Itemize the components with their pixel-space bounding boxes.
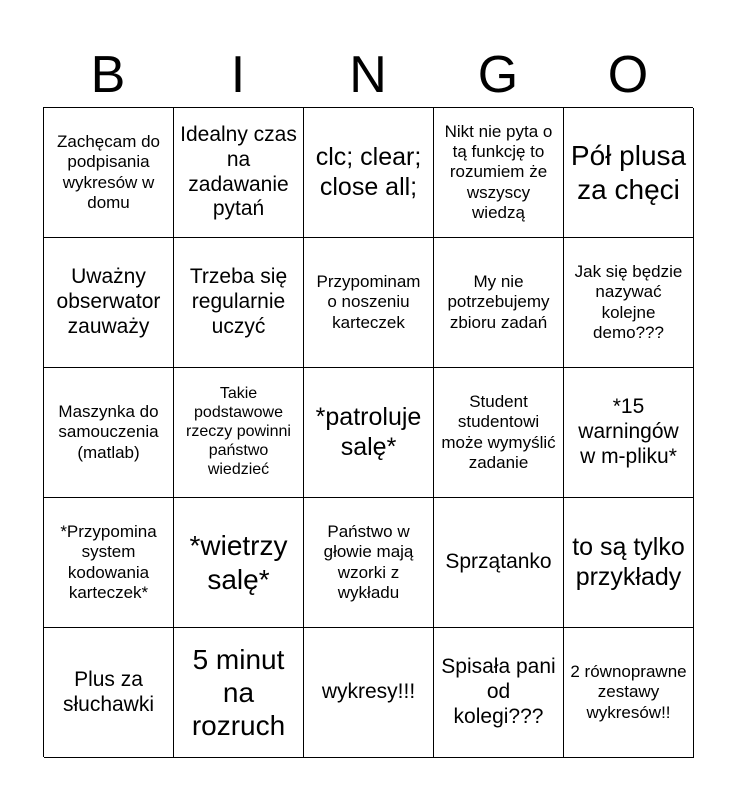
- bingo-cell[interactable]: Przypominam o noszeniu karteczek: [304, 238, 434, 368]
- bingo-cell[interactable]: wykresy!!!: [304, 628, 434, 758]
- bingo-cell[interactable]: Trzeba się regularnie uczyć: [174, 238, 304, 368]
- bingo-cell[interactable]: *patroluje salę*: [304, 368, 434, 498]
- bingo-cell[interactable]: Zachęcam do podpisania wykresów w domu: [44, 108, 174, 238]
- bingo-cell[interactable]: Spisała pani od kolegi???: [434, 628, 564, 758]
- header-letter-g: G: [477, 46, 519, 104]
- header-letter-i: I: [230, 46, 246, 104]
- bingo-cell[interactable]: *wietrzy salę*: [174, 498, 304, 628]
- header-letter-b: B: [90, 46, 126, 104]
- bingo-cell[interactable]: 5 minut na rozruch: [174, 628, 304, 758]
- bingo-cell[interactable]: Państwo w głowie mają wzorki z wykładu: [304, 498, 434, 628]
- bingo-cell[interactable]: 2 równoprawne zestawy wykresów!!: [564, 628, 694, 758]
- header-letter-n: N: [349, 46, 387, 104]
- bingo-cell[interactable]: Sprzątanko: [434, 498, 564, 628]
- bingo-cell[interactable]: to są tylko przykłady: [564, 498, 694, 628]
- bingo-cell[interactable]: *15 warningów w m-pliku*: [564, 368, 694, 498]
- bingo-cell[interactable]: Pół plusa za chęci: [564, 108, 694, 238]
- bingo-header: [43, 45, 693, 105]
- bingo-grid: [43, 107, 693, 757]
- bingo-cell[interactable]: Uważny obserwator zauważy: [44, 238, 174, 368]
- bingo-cell[interactable]: *Przypomina system kodowania karteczek*: [44, 498, 174, 628]
- bingo-cell[interactable]: Maszynka do samouczenia (matlab): [44, 368, 174, 498]
- bingo-cell[interactable]: My nie potrzebujemy zbioru zadań: [434, 238, 564, 368]
- bingo-cell[interactable]: Student studentowi może wymyślić zadanie: [434, 368, 564, 498]
- bingo-cell[interactable]: Jak się będzie nazywać kolejne demo???: [564, 238, 694, 368]
- bingo-cell[interactable]: Idealny czas na zadawanie pytań: [174, 108, 304, 238]
- bingo-cell[interactable]: clc; clear; close all;: [304, 108, 434, 238]
- bingo-cell[interactable]: Plus za słuchawki: [44, 628, 174, 758]
- header-letter-o: O: [607, 46, 649, 104]
- bingo-cell[interactable]: Takie podstawowe rzeczy powinni państwo wiedzieć: [174, 368, 304, 498]
- bingo-cell[interactable]: Nikt nie pyta o tą funkcję to rozumiem że wszyscy wiedzą: [434, 108, 564, 238]
